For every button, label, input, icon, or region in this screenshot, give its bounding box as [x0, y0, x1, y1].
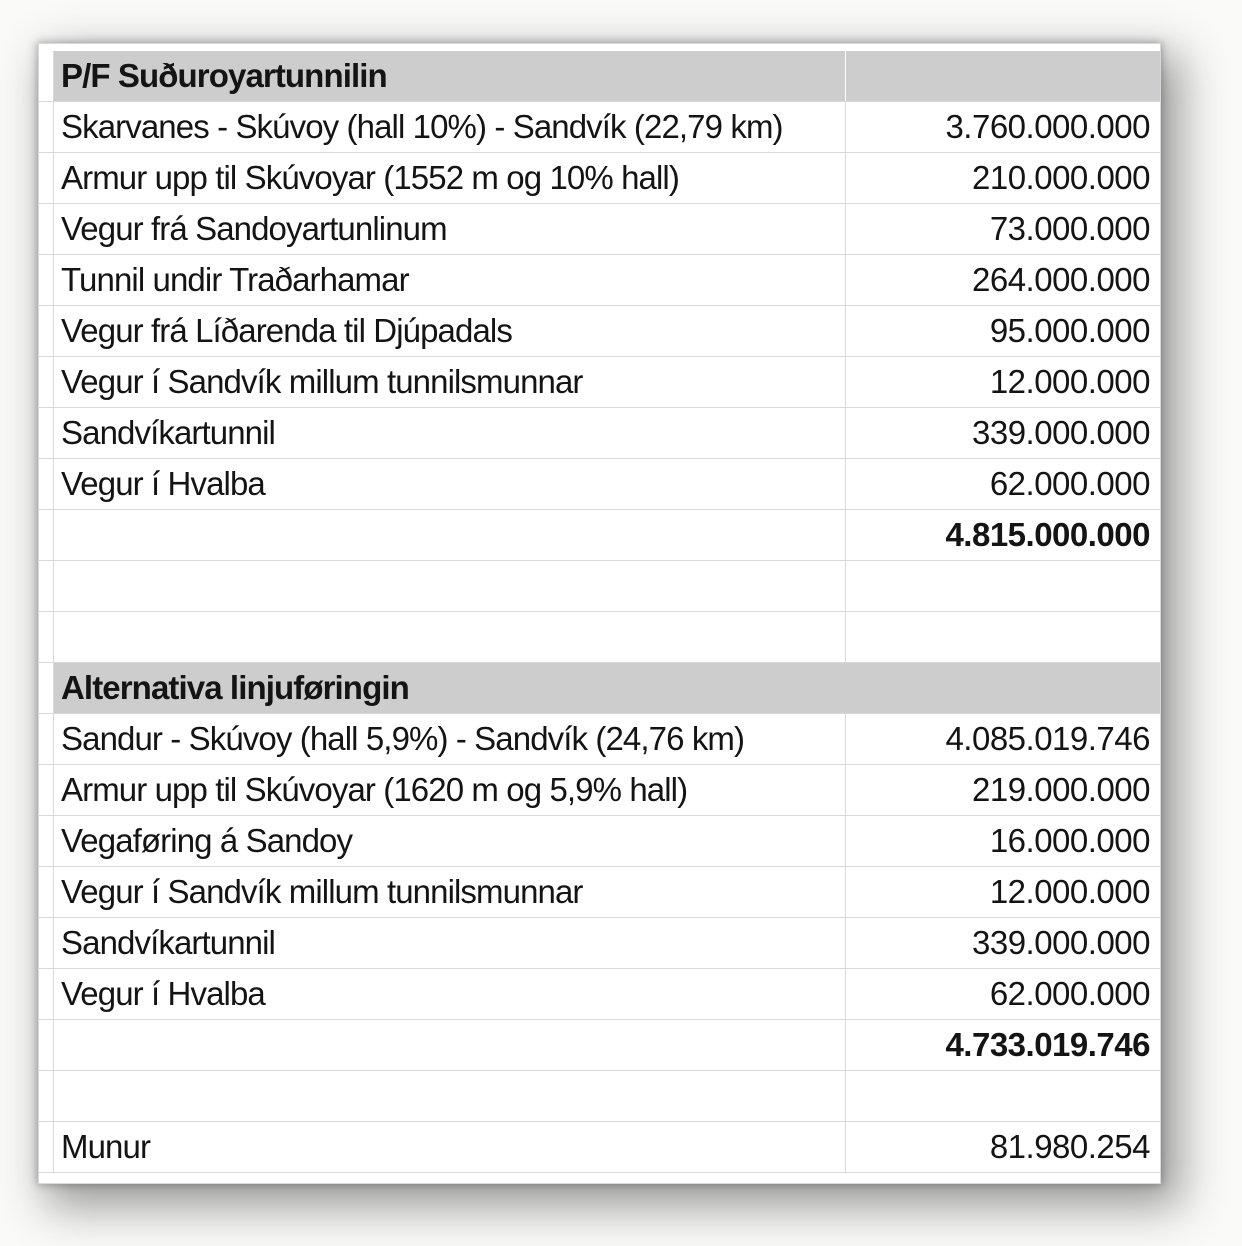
row-label: Armur upp til Skúvoyar (1552 m og 10% hall) — [61, 159, 679, 196]
sliver-cell — [39, 357, 54, 407]
row-value: 4.085.019.746 — [845, 714, 1160, 764]
sliver-cell — [39, 102, 54, 152]
difference-row — [39, 1122, 1160, 1173]
section1-total-value: 4.815.000.000 — [845, 510, 1160, 560]
section1-header-row — [39, 51, 1160, 102]
empty-row — [39, 1071, 1160, 1122]
row-value: 73.000.000 — [845, 204, 1160, 254]
row-value: 12.000.000 — [845, 867, 1160, 917]
row-label: Skarvanes - Skúvoy (hall 10%) - Sandvík (22,79 km) — [61, 108, 783, 145]
row-label: Vegur í Sandvík millum tunnilsmunnar — [61, 363, 583, 400]
empty-label-cell — [54, 1071, 845, 1121]
row-value: 12.000.000 — [845, 357, 1160, 407]
table-row — [39, 816, 1160, 867]
sliver-cell — [39, 459, 54, 509]
empty-label-cell — [54, 510, 845, 560]
empty-value-cell — [845, 612, 1160, 662]
section1-title: P/F Suðuroyartunnilin — [54, 51, 845, 101]
row-label: Vegur í Hvalba — [61, 975, 265, 1012]
section1-header-value-cell — [845, 51, 1160, 101]
difference-label: Munur — [61, 1128, 151, 1165]
row-label: Sandur - Skúvoy (hall 5,9%) - Sandvík (24,76 km) — [61, 720, 745, 757]
empty-label-cell — [54, 612, 845, 662]
table-row — [39, 408, 1160, 459]
table-row — [39, 204, 1160, 255]
section2-total-value: 4.733.019.746 — [845, 1020, 1160, 1070]
sliver-cell — [39, 561, 54, 611]
row-label: Sandvíkartunnil — [61, 414, 275, 451]
row-label: Tunnil undir Traðarhamar — [61, 261, 409, 298]
sliver-cell — [39, 765, 54, 815]
row-value: 264.000.000 — [845, 255, 1160, 305]
row-value: 62.000.000 — [845, 969, 1160, 1019]
row-value: 339.000.000 — [845, 408, 1160, 458]
table-row — [39, 459, 1160, 510]
sliver-cell — [39, 1071, 54, 1121]
table-row — [39, 255, 1160, 306]
row-value: 219.000.000 — [845, 765, 1160, 815]
table-row — [39, 153, 1160, 204]
row-label: Sandvíkartunnil — [61, 924, 275, 961]
sliver-cell — [39, 663, 54, 713]
row-value: 210.000.000 — [845, 153, 1160, 203]
sliver-cell — [39, 918, 54, 968]
section2-title: Alternativa linjuføringin — [54, 663, 1160, 713]
row-value: 3.760.000.000 — [845, 102, 1160, 152]
table-row — [39, 714, 1160, 765]
table-row — [39, 918, 1160, 969]
empty-row — [39, 561, 1160, 612]
sliver-cell — [39, 612, 54, 662]
section2-total-row — [39, 1020, 1160, 1071]
sliver-cell — [39, 816, 54, 866]
sliver-cell — [39, 255, 54, 305]
empty-label-cell — [54, 561, 845, 611]
row-label: Vegaføring á Sandoy — [61, 822, 353, 859]
sliver-cell — [39, 51, 54, 101]
empty-value-cell — [845, 561, 1160, 611]
partial-bottom-row — [39, 1173, 1160, 1183]
sliver-cell — [39, 714, 54, 764]
table-row — [39, 357, 1160, 408]
row-label: Vegur í Hvalba — [61, 465, 265, 502]
empty-row — [39, 612, 1160, 663]
section2-header-row — [39, 663, 1160, 714]
sliver-cell — [39, 408, 54, 458]
empty-value-cell — [845, 1071, 1160, 1121]
sliver-cell — [39, 1122, 54, 1172]
table-row — [39, 867, 1160, 918]
sliver-cell — [39, 969, 54, 1019]
difference-value: 81.980.254 — [845, 1122, 1160, 1172]
section1-total-row — [39, 510, 1160, 561]
empty-label-cell — [54, 1020, 845, 1070]
row-label: Vegur frá Sandoyartunlinum — [61, 210, 447, 247]
table-row — [39, 102, 1160, 153]
row-value: 95.000.000 — [845, 306, 1160, 356]
table-row — [39, 765, 1160, 816]
sliver-cell — [39, 306, 54, 356]
sliver-cell — [39, 867, 54, 917]
row-label: Armur upp til Skúvoyar (1620 m og 5,9% hall) — [61, 771, 688, 808]
sliver-cell — [39, 204, 54, 254]
row-label: Vegur frá Líðarenda til Djúpadals — [61, 312, 512, 349]
sliver-cell — [39, 1020, 54, 1070]
table-row — [39, 969, 1160, 1020]
row-value: 339.000.000 — [845, 918, 1160, 968]
row-value: 62.000.000 — [845, 459, 1160, 509]
row-value: 16.000.000 — [845, 816, 1160, 866]
partial-top-row — [39, 44, 1160, 51]
table-row — [39, 306, 1160, 357]
row-label: Vegur í Sandvík millum tunnilsmunnar — [61, 873, 583, 910]
sliver-cell — [39, 510, 54, 560]
cost-comparison-table — [38, 43, 1161, 1184]
sliver-cell — [39, 153, 54, 203]
